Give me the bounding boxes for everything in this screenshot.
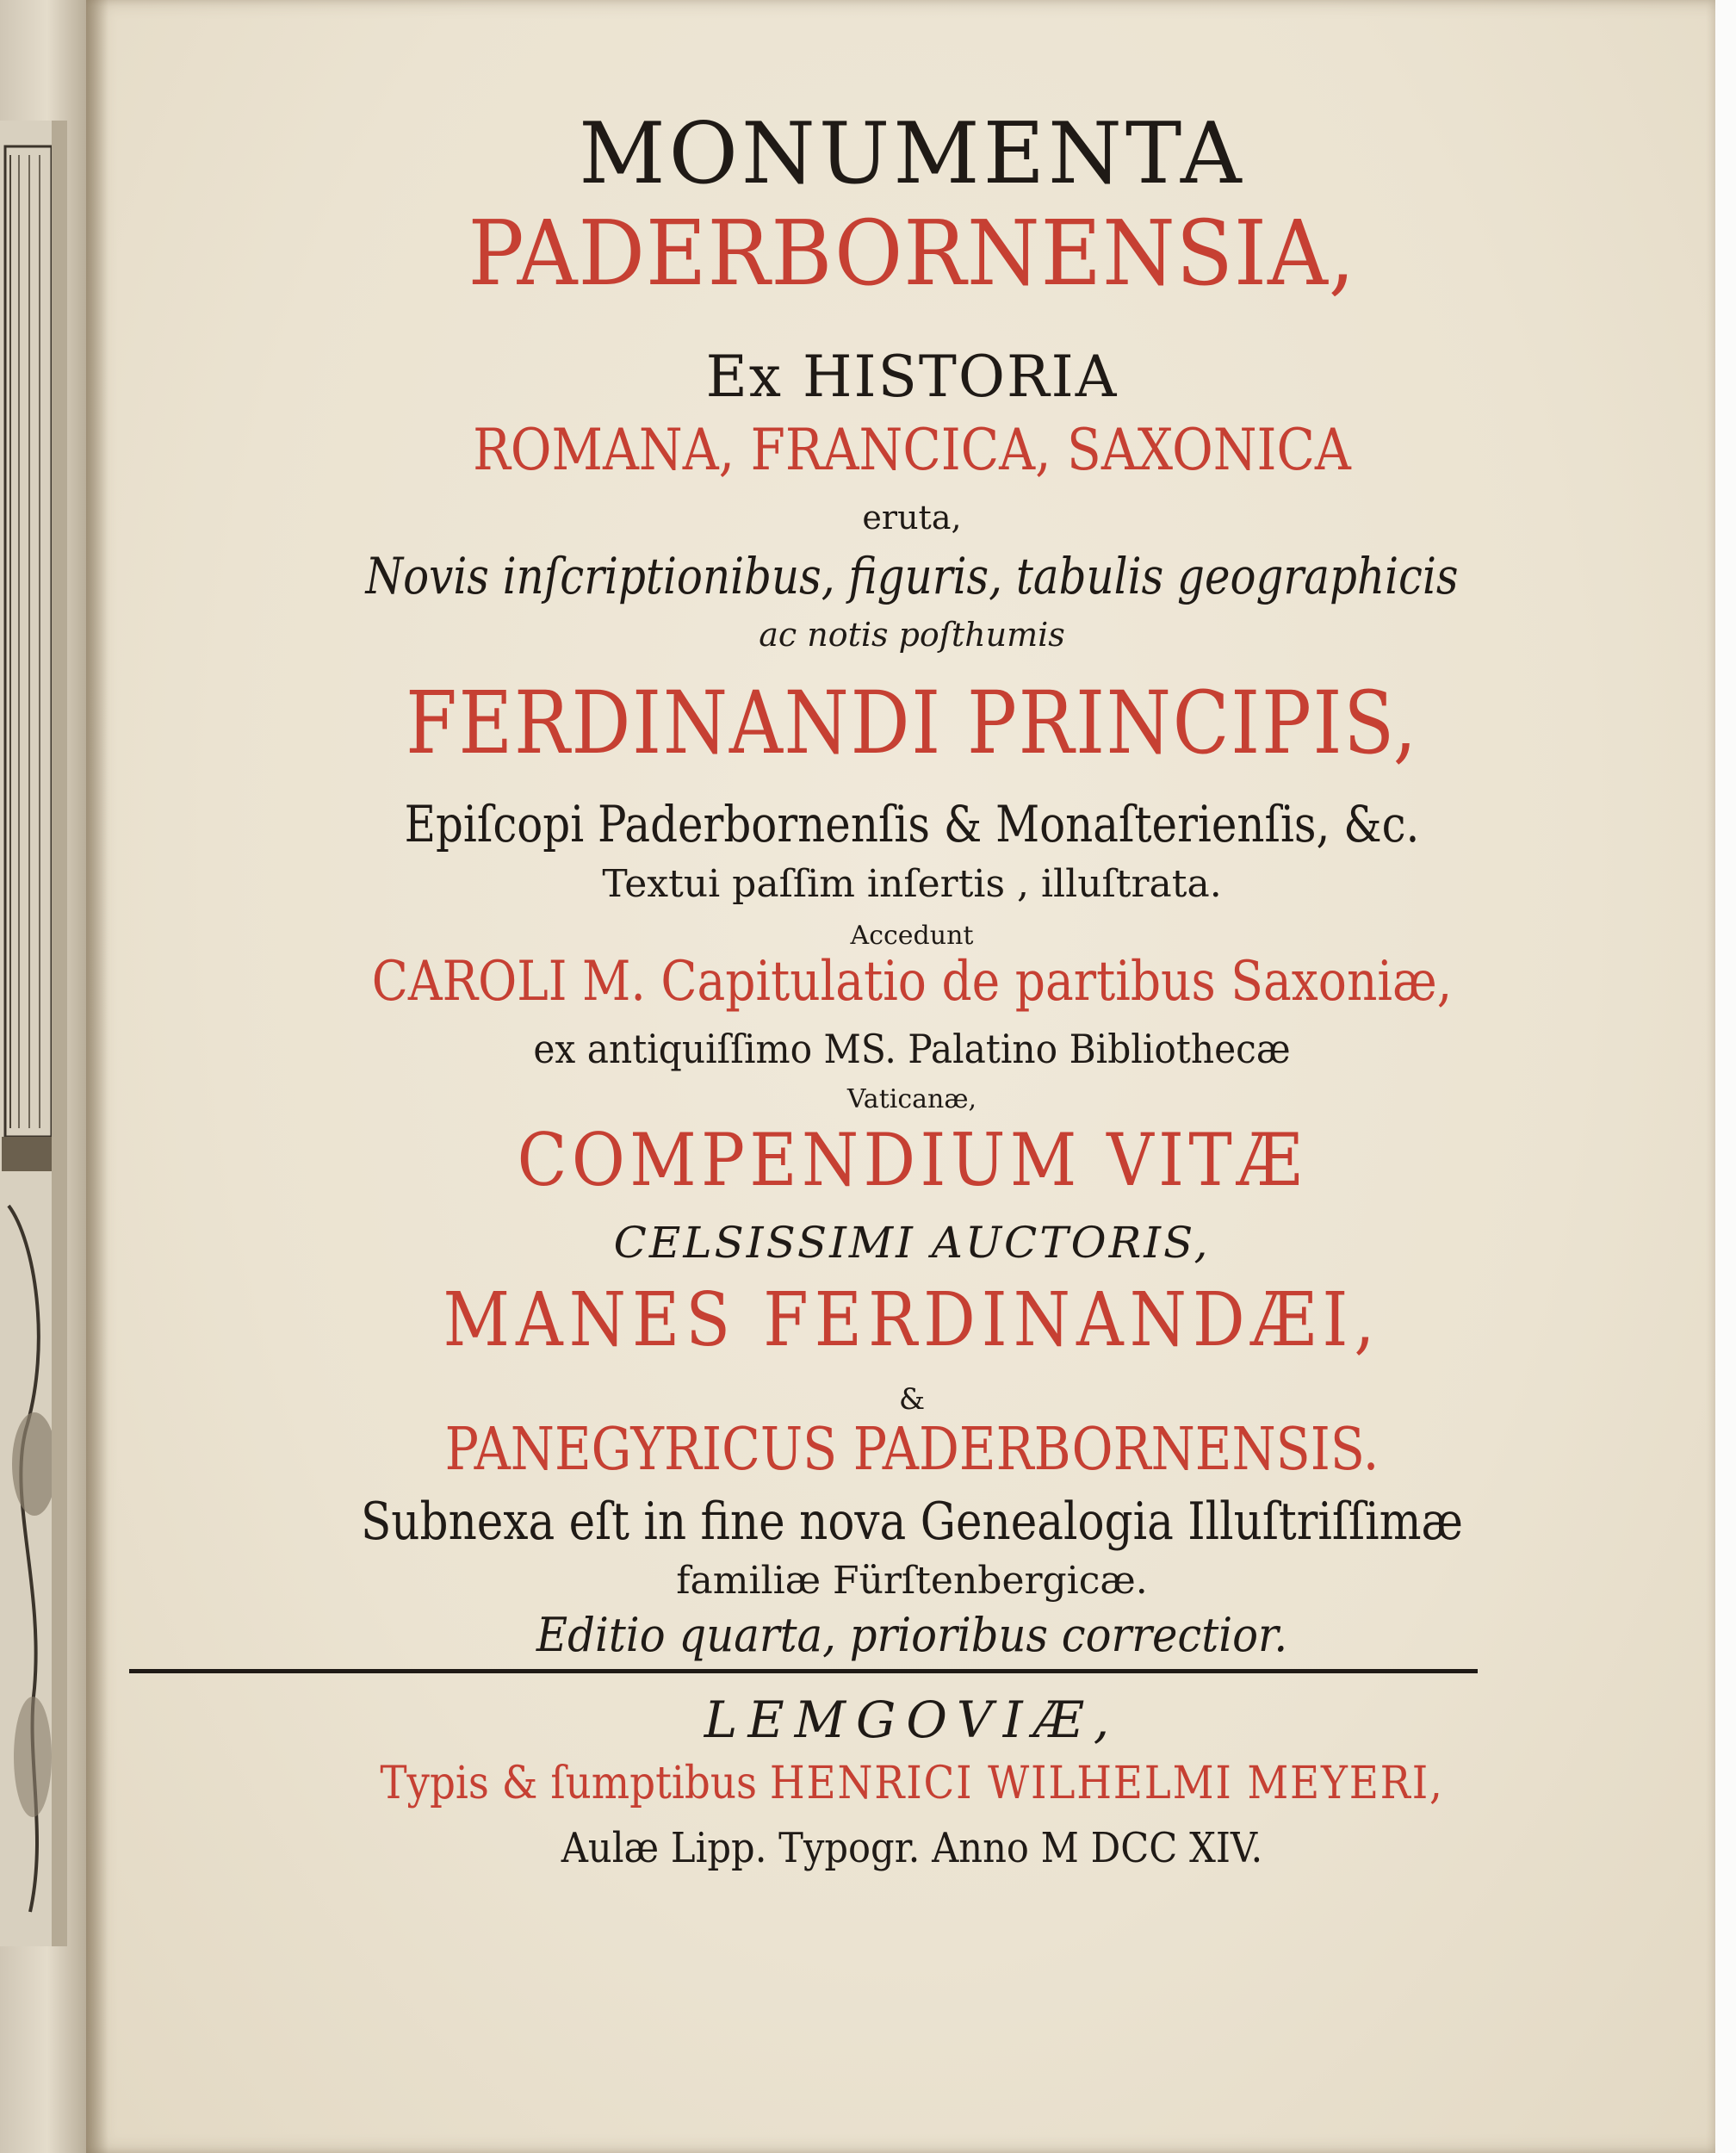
line-textui-passim: Textui paſſim inſertis , illuſtrata. xyxy=(602,862,1222,906)
subtitle-ex-historia: Ex HISTORIA xyxy=(705,344,1119,410)
heading-panegyricus: PANEGYRICUS PADERBORNENSIS. xyxy=(444,1416,1380,1484)
heading-manes-ferdinandaei: MANES FERDINANDÆI, xyxy=(443,1277,1381,1363)
line-familiae: familiæ Fürſtenbergicæ. xyxy=(676,1559,1148,1603)
word-eruta: eruta, xyxy=(862,499,962,537)
line-caroli-capitulatio xyxy=(221,950,1603,1014)
word-accedunt: Accedunt xyxy=(850,921,974,951)
ampersand: & xyxy=(898,1382,926,1417)
caroli-m: CAROLI M. xyxy=(371,950,646,1014)
word-vaticanae: Vaticanæ, xyxy=(846,1084,977,1114)
imprint-date-line: Aulæ Lipp. Typogr. Anno M DCC XIV. xyxy=(561,1824,1263,1872)
imprint-place: LEMGOVIÆ, xyxy=(704,1691,1120,1749)
title-monumenta: MONUMENTA xyxy=(579,105,1245,203)
line-celsissimi-auctoris: CELSISSIMI AUCTORIS, xyxy=(613,1218,1211,1268)
line-novis-inscriptionibus: Novis inſcriptionibus, figuris, tabulis geographicis xyxy=(365,547,1459,605)
page-gutter-shadow xyxy=(86,0,108,2153)
engraved-frontispiece-icon xyxy=(0,121,67,1946)
imprint-rule xyxy=(129,1669,1478,1673)
frontispiece-leaf xyxy=(0,0,86,2153)
line-subnexa: Subnexa eſt in fine nova Genealogia Illuſtriſſimæ xyxy=(360,1492,1464,1552)
line-episcopi: Epiſcopi Paderbornenſis & Monaſterienſis, &c. xyxy=(404,795,1420,853)
imprint-printer-name: HENRICI WILHELMI MEYERI, xyxy=(769,1758,1444,1809)
author-ferdinandi-principis: FERDINANDI PRINCIPIS, xyxy=(406,673,1418,773)
line-editio-quarta: Editio quarta, prioribus correctior. xyxy=(536,1608,1288,1662)
line-ex-antiquissimo: ex antiquiſſimo MS. Palatino Bibliothecæ xyxy=(533,1026,1291,1072)
imprint-printer-line xyxy=(189,1758,1634,1809)
title-page-text xyxy=(108,0,1715,2153)
title-paderbornensia: PADERBORNENSIA, xyxy=(468,201,1356,306)
line-notis-posthumis: ac notis poſthumis xyxy=(759,616,1065,654)
heading-compendium-vitae: COMPENDIUM VITÆ xyxy=(517,1118,1307,1202)
capitulatio-text: Capitulatio de partibus Saxoniæ, xyxy=(645,950,1453,1014)
subtitle-romana-francica-saxonica: ROMANA, FRANCICA, SAXONICA xyxy=(473,417,1351,483)
imprint-typis: Typis & ſumptibus xyxy=(380,1758,770,1809)
